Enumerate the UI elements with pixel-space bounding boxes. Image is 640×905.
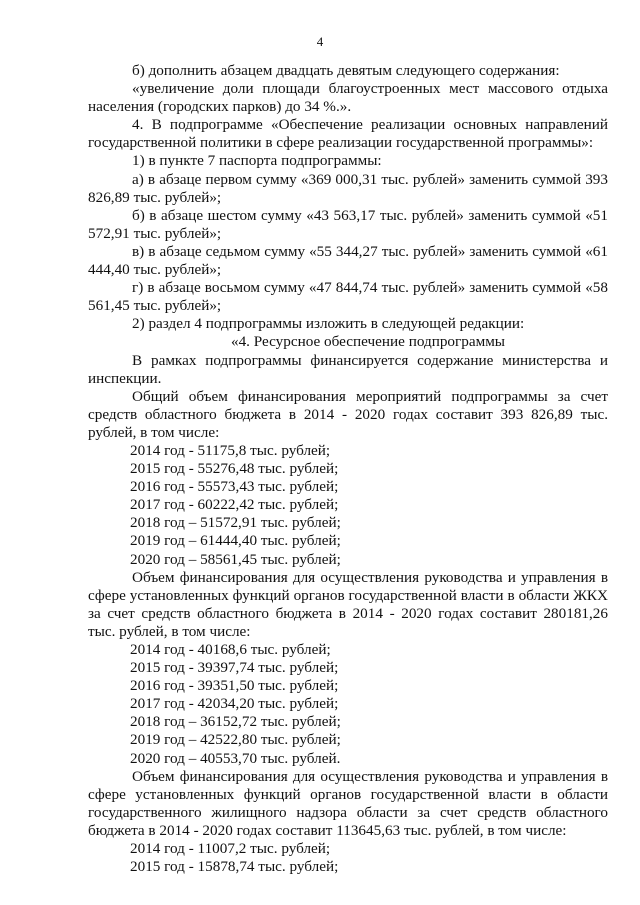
year-item: 2019 год – 61444,40 тыс. рублей;	[130, 532, 341, 550]
section-heading: «4. Ресурсное обеспечение подпрограммы	[230, 333, 506, 351]
page-number: 4	[316, 34, 324, 49]
year-item: 2018 год – 36152,72 тыс. рублей;	[130, 713, 341, 731]
paragraph: Объем финансирования для осуществления руководства и управления в сфере установленных функций органов государственной власти в области ЖКХ за счет средств областного бюджета в 2014 - 2020 годах составит 280181,26 тыс. рублей, в том числе:	[88, 568, 608, 640]
year-item: 2016 год - 55573,43 тыс. рублей;	[130, 478, 339, 496]
year-item: 2014 год - 11007,2 тыс. рублей;	[130, 840, 331, 858]
year-item: 2018 год – 51572,91 тыс. рублей;	[130, 514, 341, 532]
paragraph: Объем финансирования для осуществления руководства и управления в сфере установленных функций органов государственной власти в области государственного жилищного надзора области за счет средств областного бюджета в 2014 - 2020 годах составит 113645,63 тыс. рублей, в том числе:	[88, 767, 608, 839]
year-item: 2015 год - 15878,74 тыс. рублей;	[130, 858, 339, 876]
year-item: 2020 год – 58561,45 тыс. рублей;	[130, 550, 341, 568]
paragraph: а) в абзаце первом сумму «369 000,31 тыс. рублей» заменить суммой 393 826,89 тыс. рублей»;	[88, 170, 608, 206]
year-item: 2016 год - 39351,50 тыс. рублей;	[130, 677, 339, 695]
paragraph: «увеличение доли площади благоустроенных мест массового отдыха населения (городских парков) до 34 %.».	[88, 80, 608, 116]
paragraph: в) в абзаце седьмом сумму «55 344,27 тыс. рублей» заменить суммой «61 444,40 тыс. рублей»;	[88, 242, 608, 279]
year-item: 2014 год - 40168,6 тыс. рублей;	[130, 641, 331, 658]
paragraph: б) дополнить абзацем двадцать девятым следующего содержания:	[132, 62, 560, 79]
paragraph: 2) раздел 4 подпрограммы изложить в следующей редакции:	[132, 315, 525, 333]
paragraph: г) в абзаце восьмом сумму «47 844,74 тыс. рублей» заменить суммой «58 561,45 тыс. рублей»;	[88, 279, 608, 315]
paragraph: 1) в пункте 7 паспорта подпрограммы:	[132, 152, 382, 170]
year-item: 2017 год - 42034,20 тыс. рублей;	[130, 695, 339, 713]
year-item: 2020 год – 40553,70 тыс. рублей.	[130, 749, 341, 767]
year-item: 2019 год – 42522,80 тыс. рублей;	[130, 731, 341, 749]
year-item: 2017 год - 60222,42 тыс. рублей;	[130, 496, 339, 514]
paragraph: 4. В подпрограмме «Обеспечение реализации основных направлений государственной политики в сфере реализации государственной программы»:	[88, 116, 608, 152]
year-item: 2014 год - 51175,8 тыс. рублей;	[130, 441, 331, 459]
year-item: 2015 год - 55276,48 тыс. рублей;	[130, 460, 339, 478]
paragraph: Общий объем финансирования мероприятий подпрограммы за счет средств областного бюджета в 2014 - 2020 годах составит 393 826,89 тыс. рублей, в том числе:	[88, 387, 608, 441]
document-body	[88, 62, 608, 876]
year-item: 2015 год - 39397,74 тыс. рублей;	[130, 659, 339, 677]
paragraph: б) в абзаце шестом сумму «43 563,17 тыс. рублей» заменить суммой «51 572,91 тыс. рублей»;	[88, 206, 608, 242]
paragraph: В рамках подпрограммы финансируется содержание министерства и инспекции.	[88, 351, 608, 387]
